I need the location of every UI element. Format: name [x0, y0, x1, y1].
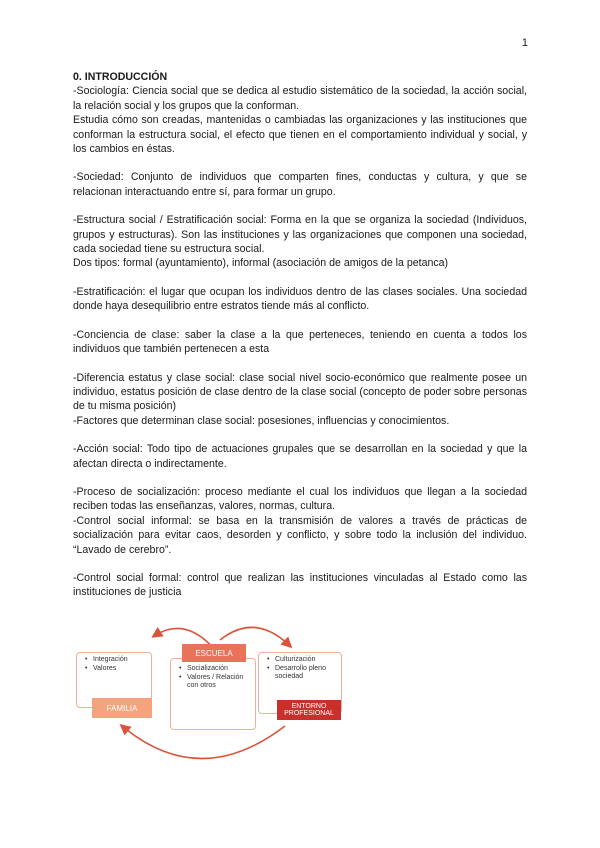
definition-line: -Sociología: Ciencia social que se dedica al estudio sistemático de la sociedad, la acción social, la relación social y los grupos que la conforman. [73, 85, 527, 112]
paragraph-socializacion [73, 485, 527, 557]
definition-line: -Sociedad: Conjunto de individuos que comparten fines, conductas y cultura, y que se relacionan interactuando entre sí, para formar un grupo. [73, 171, 527, 198]
paragraph-conciencia-de-clase [73, 328, 527, 357]
definition-line: -Estructura social / Estratificación social: Forma en la que se organiza la sociedad (Individuos, grupos y estructuras). Son las instituciones y las organizaciones que componen una sociedad, cada sociedad tiene su estructura social. [73, 214, 527, 256]
arrow-entorno-to-familia [122, 726, 285, 759]
escuela-item: • Valores / Relación con otros [187, 674, 251, 691]
escuela-label: ESCUELA [182, 644, 246, 662]
escuela-box [170, 658, 256, 730]
definition-line: -Conciencia de clase: saber la clase a la que perteneces, teniendo en cuenta a todos los individuos que también pertenecen a esta [73, 328, 527, 356]
definition-line: -Factores que determinan clase social: posesiones, influencias y conocimientos. [73, 414, 450, 427]
definition-line: -Acción social: Todo tipo de actuaciones grupales que se desarrollan en la sociedad y que la afectan directa o indirectamente. [73, 443, 527, 470]
section-heading: 0. INTRODUCCIÓN [73, 71, 168, 83]
familia-label: FAMILIA [92, 698, 152, 718]
paragraph-estatus-clase [73, 371, 527, 429]
definition-line: -Estratificación: el lugar que ocupan los individuos dentro de las clases sociales. Una sociedad donde haya desequilibrio entre estratos tiende más al conflicto. [73, 285, 527, 313]
paragraph-estratificacion [73, 285, 527, 314]
paragraph-control-formal [73, 571, 527, 600]
document-body [73, 70, 527, 600]
definition-line: Dos tipos: formal (ayuntamiento), informal (asociación de amigos de la petanca) [73, 257, 449, 270]
socialization-cycle-diagram [70, 616, 360, 766]
definition-line: -Diferencia estatus y clase social: clase social nivel socio-económico que realmente posee un individuo, estatus posición de clase dentro de la clase social (concepto de poder sobre personas de tu misma posición) [73, 371, 527, 413]
page-number: 1 [521, 37, 528, 49]
definition-line: -Control social informal: se basa en la transmisión de valores a través de prácticas de socialización para evitar caos, desorden y conflicto, y sobre todo la inclusión del individuo. “Lavado de cerebro”. [73, 514, 527, 556]
definition-line: -Proceso de socialización: proceso mediante el cual los individuos que llegan a la sociedad reciben todas las enseñanzas, valores, normas, cultura. [73, 485, 527, 513]
familia-item: • Integración [93, 656, 147, 665]
entorno-item: • Desarrollo pleno sociedad [275, 665, 337, 682]
paragraph-sociologia [73, 84, 527, 156]
escuela-item: • Socialización [187, 665, 251, 674]
paragraph-sociedad [73, 170, 527, 199]
paragraph-accion-social [73, 442, 527, 471]
entorno-label: ENTORNO PROFESIONAL [277, 700, 341, 720]
entorno-item: • Culturización [275, 656, 337, 665]
familia-item: • Valores [93, 665, 147, 674]
paragraph-estructura-social [73, 213, 527, 271]
definition-line: -Control social formal: control que realizan las instituciones vinculadas al Estado como las instituciones de justicia [73, 571, 527, 599]
definition-line: Estudia cómo son creadas, mantenidas o cambiadas las organizaciones y las instituciones que conforman la estructura social, el efecto que tienen en el comportamiento individual y social, y los cambios en éstas. [73, 114, 527, 156]
